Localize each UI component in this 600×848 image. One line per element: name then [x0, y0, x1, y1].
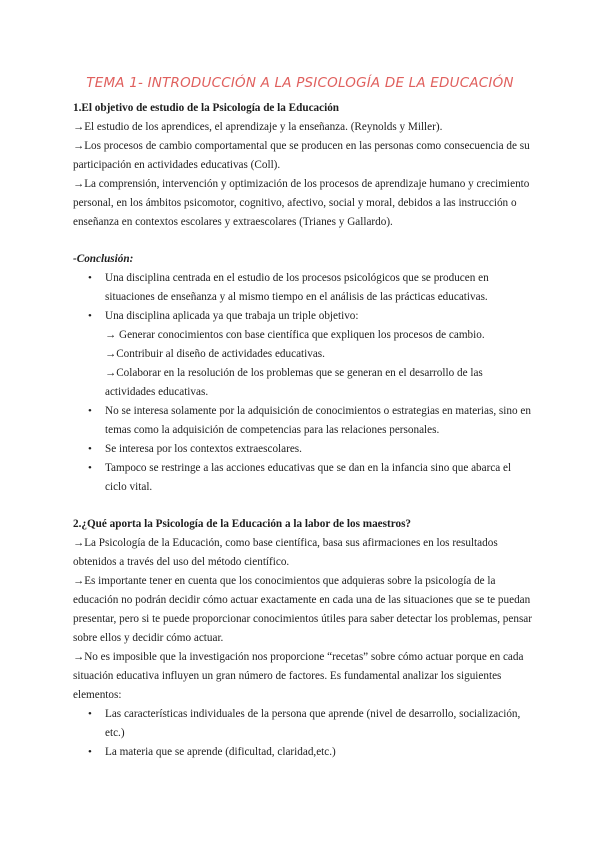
list-item: • No se interesa solamente por la adquisición de conocimientos o estrategias en materias, sino en temas como la adquisición de competencias para las relaciones personales. [73, 402, 533, 440]
elements-list [73, 705, 533, 762]
section-1-paragraph: →El estudio de los aprendices, el aprendizaje y la enseñanza. (Reynolds y Miller). [73, 121, 443, 133]
section-1-paragraph: →La comprensión, intervención y optimización de los procesos de aprendizaje humano y crecimiento personal, en los ámbitos psicomotor, cognitivo, afectivo, social y moral, debidos a las instrucción o enseñanza en contextos escolares y extraescolares (Trianes y Gallardo). [73, 178, 530, 228]
list-item: • Se interesa por los contextos extraescolares. [73, 440, 533, 459]
section-2-heading: 2.¿Qué aporta la Psicología de la Educación a la labor de los maestros? [73, 518, 412, 530]
sub-item: →Contribuir al diseño de actividades educativas. [105, 348, 325, 360]
conclusion-list [73, 269, 533, 497]
list-item-text: Una disciplina aplicada ya que trabaja un triple objetivo: [105, 310, 359, 322]
page-title: TEMA 1- INTRODUCCIÓN A LA PSICOLOGÍA DE LA EDUCACIÓN [86, 75, 514, 91]
document-body [73, 99, 533, 762]
sub-item: → Generar conocimientos con base científica que expliquen los procesos de cambio. [105, 329, 485, 341]
list-item: • Una disciplina centrada en el estudio de los procesos psicológicos que se producen en situaciones de enseñanza y al mismo tiempo en el análisis de las prácticas educativas. [73, 269, 533, 307]
list-item: • Tampoco se restringe a las acciones educativas que se dan en la infancia sino que abarca el ciclo vital. [73, 459, 533, 497]
section-1-heading: 1.El objetivo de estudio de la Psicología de la Educación [73, 102, 340, 114]
list-item: • Las características individuales de la persona que aprende (nivel de desarrollo, socialización, etc.) [73, 705, 533, 743]
list-item [73, 307, 533, 402]
sub-item: →Colaborar en la resolución de los problemas que se generan en el desarrollo de las actividades educativas. [105, 367, 483, 398]
section-2-paragraph: →No es imposible que la investigación nos proporcione “recetas” sobre cómo actuar porque en cada situación educativa influyen un gran número de factores. Es fundamental analizar los siguientes elementos: [73, 651, 524, 701]
section-2-paragraph: →Es importante tener en cuenta que los conocimientos que adquieras sobre la psicología de la educación no podrán decidir cómo actuar exactamente en cada una de las situaciones que se te puedan presentar, pero si te puede proporcionar conocimientos útiles para saber detectar los problemas, pensar sobre ellos y decidir cómo actuar. [73, 575, 532, 644]
list-item: • La materia que se aprende (dificultad, claridad,etc.) [73, 743, 533, 762]
section-1-paragraph: →Los procesos de cambio comportamental que se producen en las personas como consecuencia de su participación en actividades educativas (Coll). [73, 140, 530, 171]
section-2-paragraph: →La Psicología de la Educación, como base científica, basa sus afirmaciones en los resultados obtenidos a través del uso del método científico. [73, 537, 498, 568]
conclusion-label: -Conclusión: [73, 253, 134, 265]
